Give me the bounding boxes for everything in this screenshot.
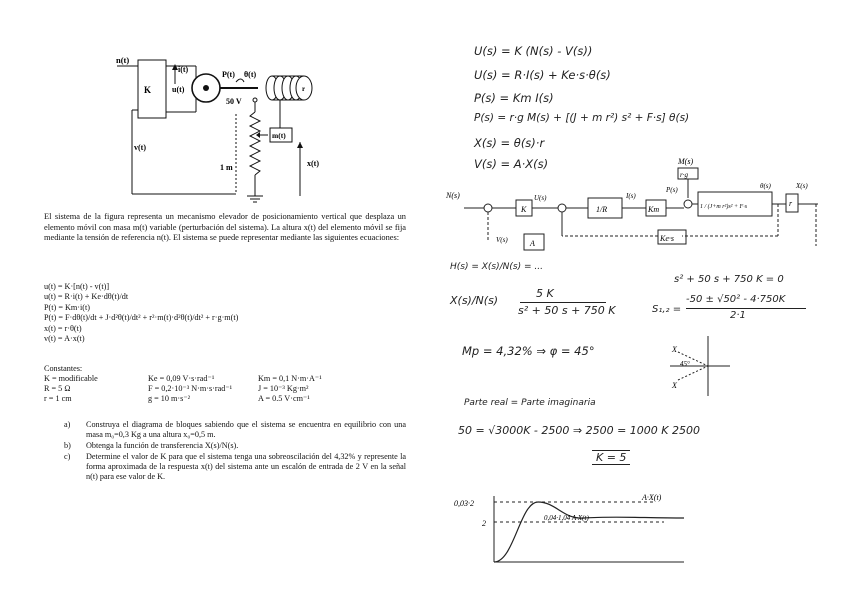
bd-kes-label: Ke·s <box>660 234 674 243</box>
n-label: n(t) <box>116 55 130 65</box>
x-label: x(t) <box>307 159 319 168</box>
constant: F = 0,2·10⁻³ N·m·s·rad⁻¹ <box>148 384 233 393</box>
i-label: i(t) <box>178 65 189 74</box>
step-y1: 0,03·2 <box>454 499 474 508</box>
v-label: v(t) <box>134 143 146 152</box>
bd-km-label: Km <box>648 205 660 214</box>
task-item <box>64 420 406 440</box>
pole-x-top: X <box>672 345 677 354</box>
task-label: c) <box>64 452 71 461</box>
constants-title: Constantes: <box>44 364 83 373</box>
constant: J = 10⁻³ Kg·m² <box>258 384 309 393</box>
bd-theta-label: θ(s) <box>760 182 771 190</box>
constant: A = 0.5 V·cm⁻¹ <box>258 394 310 403</box>
bd-one-over-r: 1/R <box>596 205 608 214</box>
system-equations <box>44 282 238 344</box>
constant: K = modificable <box>44 374 98 383</box>
equation: x(t) = r·θ(t) <box>44 323 82 333</box>
constants-row <box>44 374 378 384</box>
equation: P(t) = Km·i(t) <box>44 302 91 312</box>
mechanism-diagram <box>0 0 424 210</box>
hw-equation: U(s) = K (N(s) - V(s)) <box>474 44 593 58</box>
bd-plant: 1 / (J+m r²)s² + F·s <box>700 204 748 210</box>
pole-plot <box>650 330 740 400</box>
task-text: Construya el diagrama de bloques sabiendo que el sistema se encuentra en equilibrio con una masa m₀=0,3 Kg a una altura x₀=0,5 m. <box>86 420 406 439</box>
bd-rg-label: r·g <box>680 171 688 179</box>
bd-a-label: A <box>530 239 535 248</box>
step-label-1: A·X(t) <box>642 493 662 502</box>
hw-equation: P(s) = Km I(s) <box>474 91 554 105</box>
constant: R = 5 Ω <box>44 384 71 393</box>
r-label: r <box>302 85 306 93</box>
constants-table <box>44 364 378 404</box>
bd-k-label: K <box>521 205 527 214</box>
hw-equation: P(s) = r·g M(s) + [(J + m r²) s² + F·s] θ(s) <box>474 112 690 124</box>
hw-roots-label: S₁,₂ = <box>652 304 682 315</box>
equation: u(t) = R·i(t) + Ke·dθ(t)/dt <box>44 292 129 302</box>
bd-n-label: N(s) <box>446 191 460 200</box>
hw-equation: U(s) = R·I(s) + Ke·s·θ(s) <box>474 68 611 82</box>
step-response-sketch <box>454 490 754 570</box>
block-diagram <box>424 150 848 248</box>
hw-tf-denominator: s² + 50 s + 750 K <box>518 304 616 317</box>
u-label: u(t) <box>172 85 185 94</box>
hw-tf-expanded: H(s) = X(s)/N(s) = ... <box>450 262 543 272</box>
constant: g = 10 m·s⁻² <box>148 394 191 403</box>
p-label: P(t) <box>222 70 235 79</box>
bd-m-label: M(s) <box>678 157 694 166</box>
bd-v-label: V(s) <box>496 236 508 244</box>
constant: Km = 0,1 N·m·A⁻¹ <box>258 374 322 383</box>
bd-x-label: X(s) <box>796 182 808 190</box>
hw-k-result: K = 5 <box>592 450 630 465</box>
hw-real-equals-imag: Parte real = Parte imaginaria <box>464 398 596 408</box>
task-item <box>64 452 406 482</box>
task-label: b) <box>64 441 71 450</box>
equation: u(t) = K·[n(t) - v(t)] <box>44 282 110 291</box>
task-label: a) <box>64 420 71 429</box>
constants-row <box>44 384 378 394</box>
hw-roots-denominator: 2·1 <box>730 310 746 321</box>
constants-row <box>44 394 378 404</box>
length-label: 1 m <box>220 163 233 172</box>
problem-statement: El sistema de la figura representa un mecanismo elevador de posicionamiento vertical que desplaza un elemento móvil con masa m(t) variable (perturbación del sistema). La altura x(t) del elemento móvil se fija mediante la tensión de referencia n(t). El sistema se puede representar mediante las siguientes ecuaciones: <box>44 212 406 243</box>
m-label: m(t) <box>272 131 286 140</box>
equation: v(t) = A·x(t) <box>44 334 85 344</box>
step-y2: 2 <box>482 519 486 528</box>
pole-x-bottom: X <box>672 381 677 390</box>
handwritten-solution <box>424 0 848 599</box>
constant: Ke = 0,09 V·s·rad⁻¹ <box>148 374 215 383</box>
task-text: Determine el valor de K para que el sistema tenga una sobreoscilación del 4,32% y represente la forma aproximada de la respuesta x(t) del sistema ante un escalón de entrada de 2 V en la señal n(t) para ese valor de K. <box>86 452 406 481</box>
equation: P(t) = F·dθ(t)/dt + J·d²θ(t)/dt² + r²·m(t)·d²θ(t)/dt² + r·g·m(t) <box>44 313 239 323</box>
hw-sqrt-line: 50 = √3000K - 2500 ⇒ 2500 = 1000 K 2500 <box>458 424 700 437</box>
hw-tf-left: X(s)/N(s) <box>450 294 499 307</box>
hw-overshoot-line: Mp = 4,32% ⇒ φ = 45° <box>462 344 595 358</box>
step-label-2: 0,04·1,04 A·X(t) <box>544 514 589 522</box>
bd-r-label: r <box>789 199 793 208</box>
hw-tf-numerator: 5 K <box>536 287 554 300</box>
bd-u-label: U(s) <box>534 194 547 202</box>
bd-i-label: I(s) <box>626 192 636 200</box>
pole-angle: 45° <box>680 360 690 368</box>
theta-label: θ(t) <box>244 70 257 79</box>
k-label: K <box>144 85 152 95</box>
task-item <box>64 441 406 451</box>
constant: r = 1 cm <box>44 394 72 403</box>
bd-p-label: P(s) <box>666 186 678 194</box>
hw-equation: X(s) = θ(s)·r <box>474 136 545 150</box>
voltage-label: 50 V <box>226 97 242 106</box>
task-list <box>64 420 406 483</box>
fraction-bar <box>520 302 606 303</box>
hw-equation: V(s) = A·X(s) <box>474 157 549 171</box>
fraction-bar <box>686 308 806 309</box>
task-text: Obtenga la función de transferencia X(s)/N(s). <box>86 441 239 450</box>
hw-characteristic-eq: s² + 50 s + 750 K = 0 <box>674 274 784 285</box>
hw-roots-numerator: -50 ± √50² - 4·750K <box>686 294 786 305</box>
